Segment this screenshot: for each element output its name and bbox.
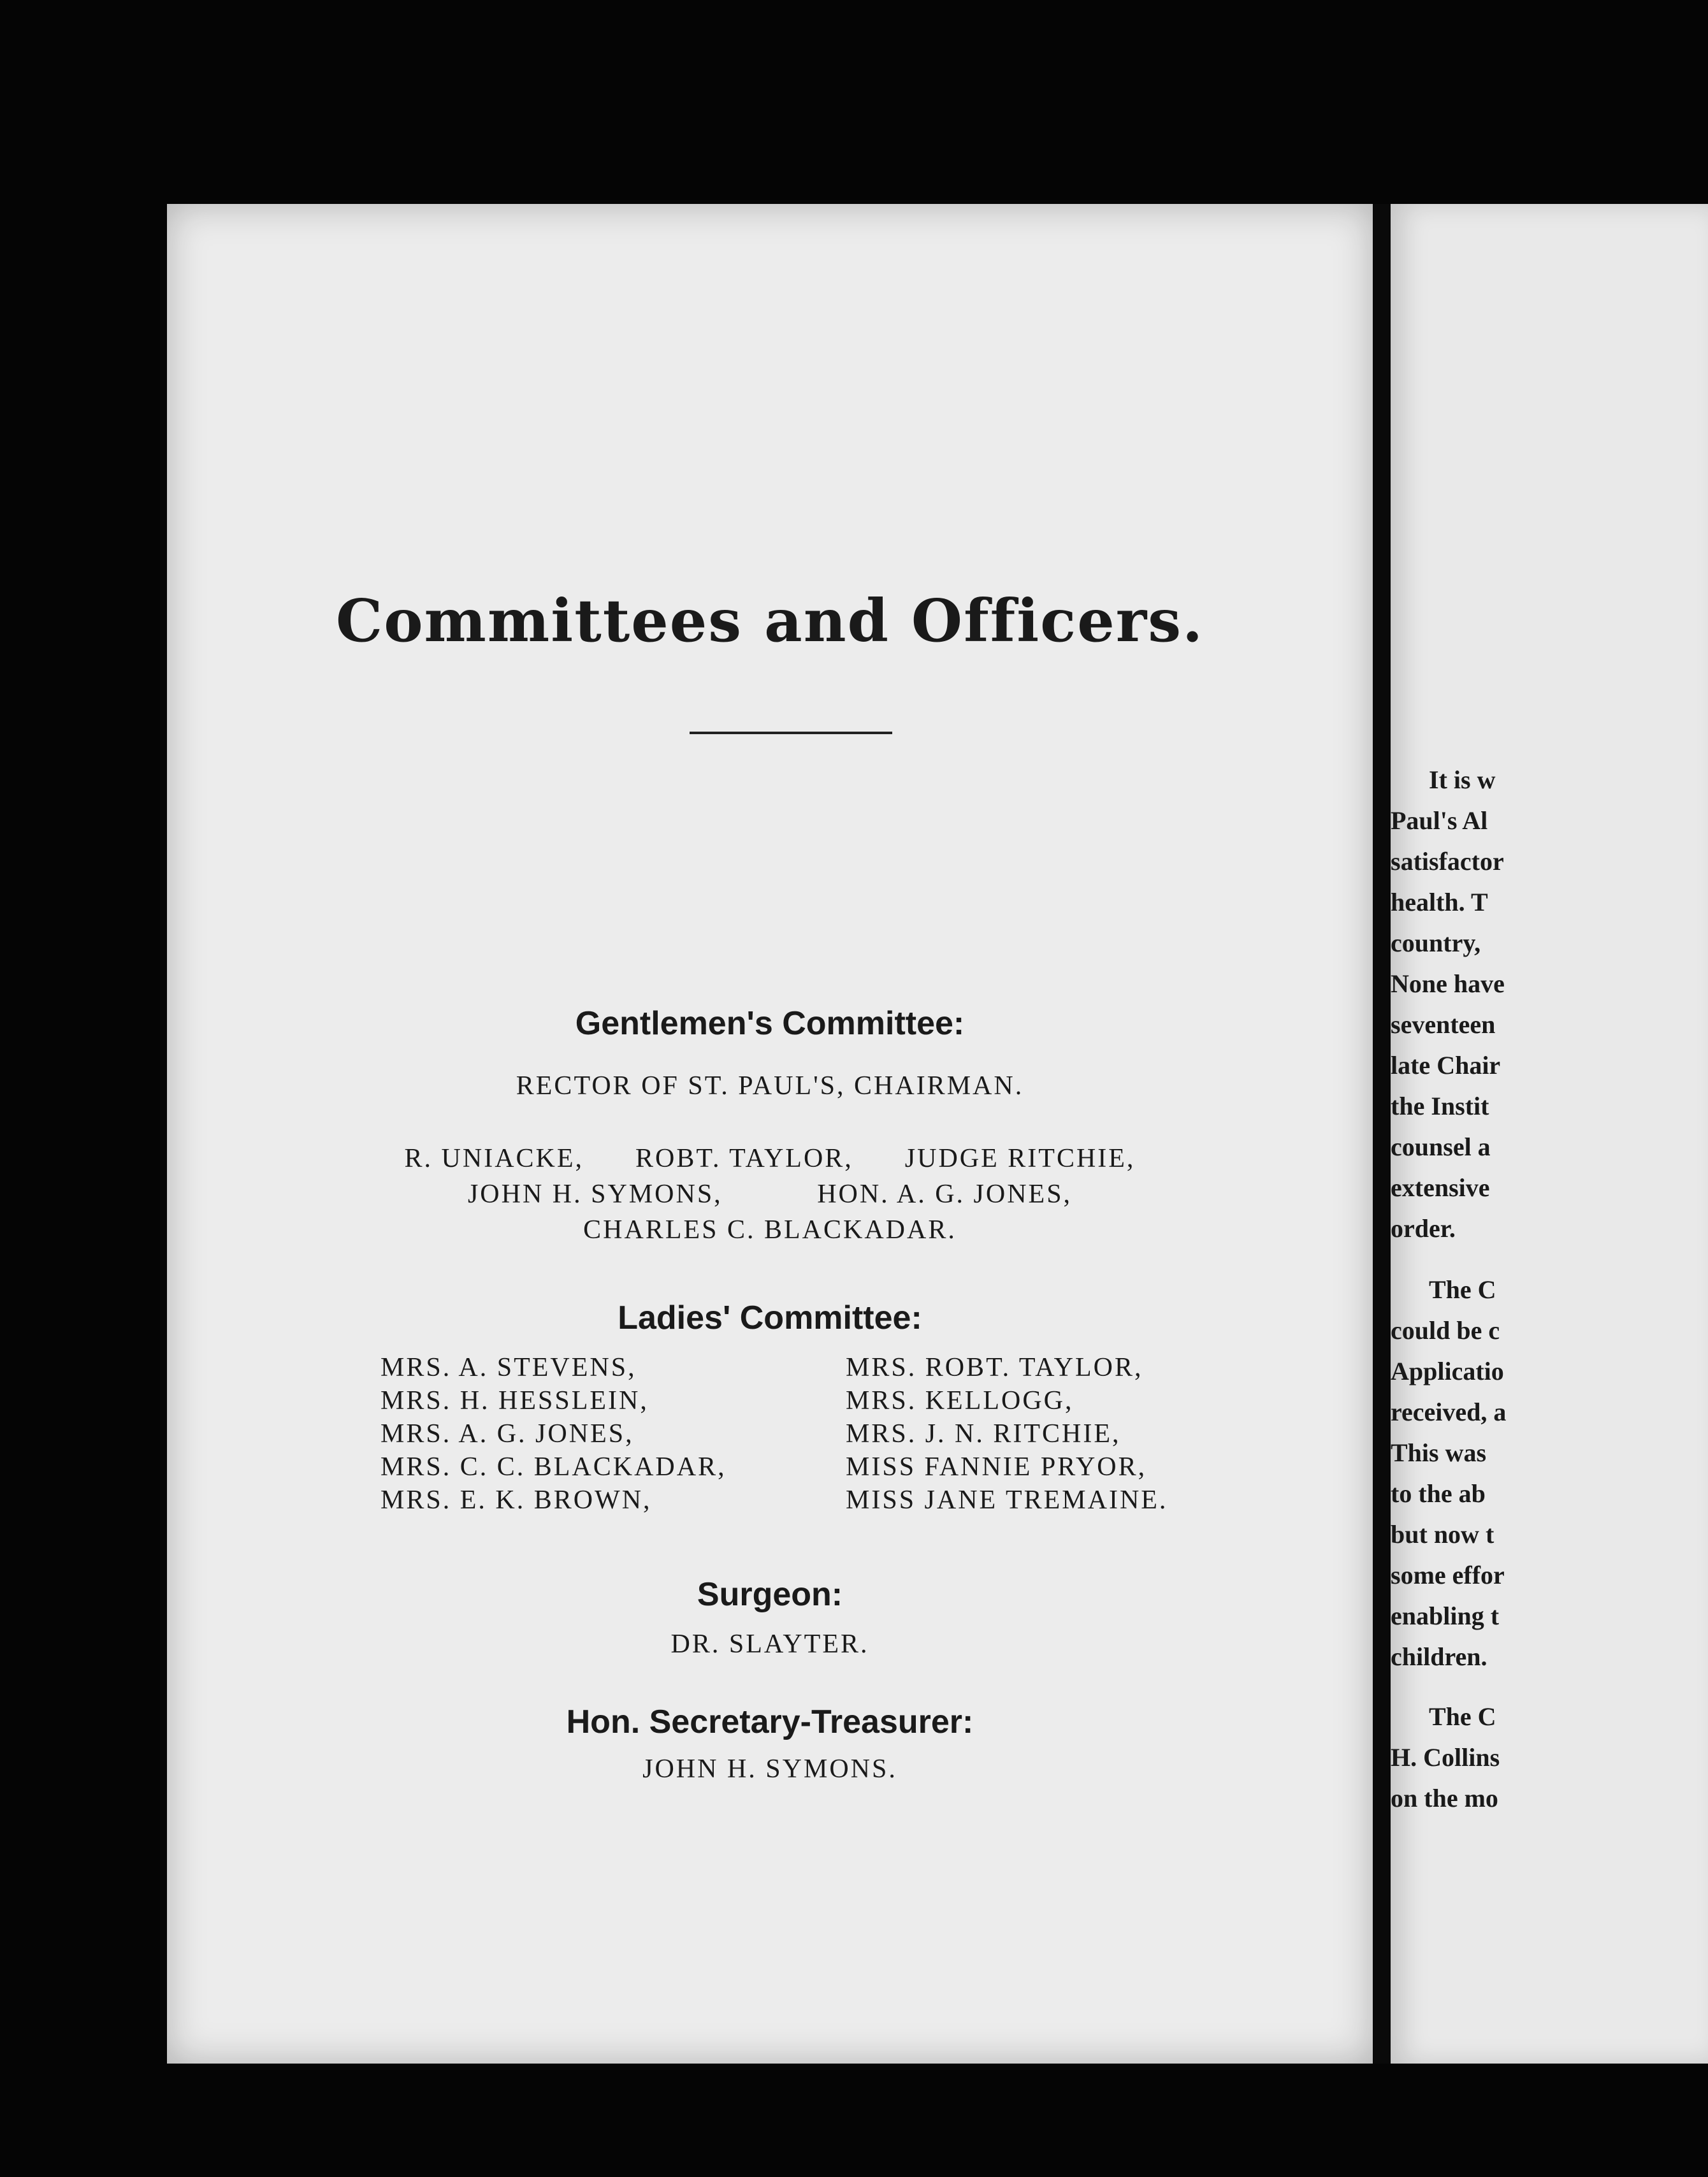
right-line: country, [1391, 929, 1481, 957]
gentlemen-member: HON. A. G. JONES, [817, 1180, 1073, 1209]
gentlemen-member: CHARLES C. BLACKADAR. [583, 1215, 957, 1245]
right-line: Applicatio [1391, 1357, 1504, 1385]
gentlemen-member: ROBT. TAYLOR, [635, 1144, 853, 1173]
right-line: could be c [1391, 1316, 1500, 1345]
right-line: satisfactor [1391, 847, 1504, 876]
right-line: enabling t [1391, 1602, 1500, 1630]
ladies-member: MISS FANNIE PRYOR, [846, 1452, 1147, 1482]
ladies-committee-heading: Ladies' Committee: [618, 1299, 922, 1336]
ladies-member: MRS. KELLOGG, [846, 1386, 1074, 1415]
gentlemen-row-1 [167, 1143, 1373, 1174]
page-gutter [1373, 204, 1391, 2064]
left-page [167, 204, 1373, 2064]
right-line: It is w [1429, 765, 1496, 794]
right-line: This was [1391, 1438, 1487, 1467]
ladies-member: MRS. ROBT. TAYLOR, [846, 1353, 1143, 1382]
ladies-member: MRS. E. K. BROWN, [380, 1486, 652, 1515]
right-line: counsel a [1391, 1132, 1491, 1161]
right-line: None have [1391, 969, 1505, 998]
gentlemen-member: JOHN H. SYMONS, [467, 1180, 723, 1209]
ladies-committee-list [380, 1352, 1285, 1515]
right-line: Paul's Al [1391, 806, 1488, 835]
gentlemen-row-2 [167, 1179, 1373, 1210]
right-line: to the ab [1391, 1479, 1486, 1508]
gentlemen-row-3 [167, 1215, 1373, 1245]
ladies-member: MISS JANE TREMAINE. [846, 1486, 1168, 1515]
right-line: H. Collins [1391, 1743, 1500, 1772]
scan-bottom-border [0, 2064, 1708, 2177]
right-line: children. [1391, 1642, 1487, 1671]
gentlemen-committee-chairman: RECTOR OF ST. PAUL'S, CHAIRMAN. [516, 1071, 1024, 1101]
ladies-member: MRS. J. N. RITCHIE, [846, 1419, 1121, 1449]
right-line: the Instit [1391, 1092, 1489, 1120]
right-line: order. [1391, 1214, 1456, 1243]
secretary-treasurer-name: JOHN H. SYMONS. [642, 1754, 897, 1784]
right-line: extensive [1391, 1173, 1490, 1202]
title-divider [690, 732, 892, 734]
right-line: seventeen [1391, 1010, 1496, 1039]
gentlemen-member: JUDGE RITCHIE, [904, 1144, 1136, 1173]
right-line: received, a [1391, 1398, 1507, 1426]
ladies-member: MRS. C. C. BLACKADAR, [380, 1452, 727, 1482]
ladies-member: MRS. H. HESSLEIN, [380, 1386, 649, 1415]
right-line: The C [1429, 1275, 1496, 1304]
surgeon-heading: Surgeon: [697, 1576, 843, 1613]
secretary-treasurer-heading: Hon. Secretary-Treasurer: [566, 1703, 974, 1740]
page-title: Committees and Officers. [335, 586, 1205, 655]
surgeon-name: DR. SLAYTER. [670, 1630, 869, 1659]
ladies-member: MRS. A. STEVENS, [380, 1353, 637, 1382]
right-line: but now t [1391, 1520, 1494, 1549]
right-line: The C [1429, 1702, 1496, 1731]
gentlemen-committee-heading: Gentlemen's Committee: [575, 1005, 965, 1042]
ladies-member: MRS. A. G. JONES, [380, 1419, 634, 1449]
right-line: on the mo [1391, 1784, 1498, 1812]
right-line: late Chair [1391, 1051, 1501, 1080]
right-line: health. T [1391, 888, 1488, 916]
gentlemen-member: R. UNIACKE, [404, 1144, 584, 1173]
right-line: some effor [1391, 1561, 1505, 1589]
